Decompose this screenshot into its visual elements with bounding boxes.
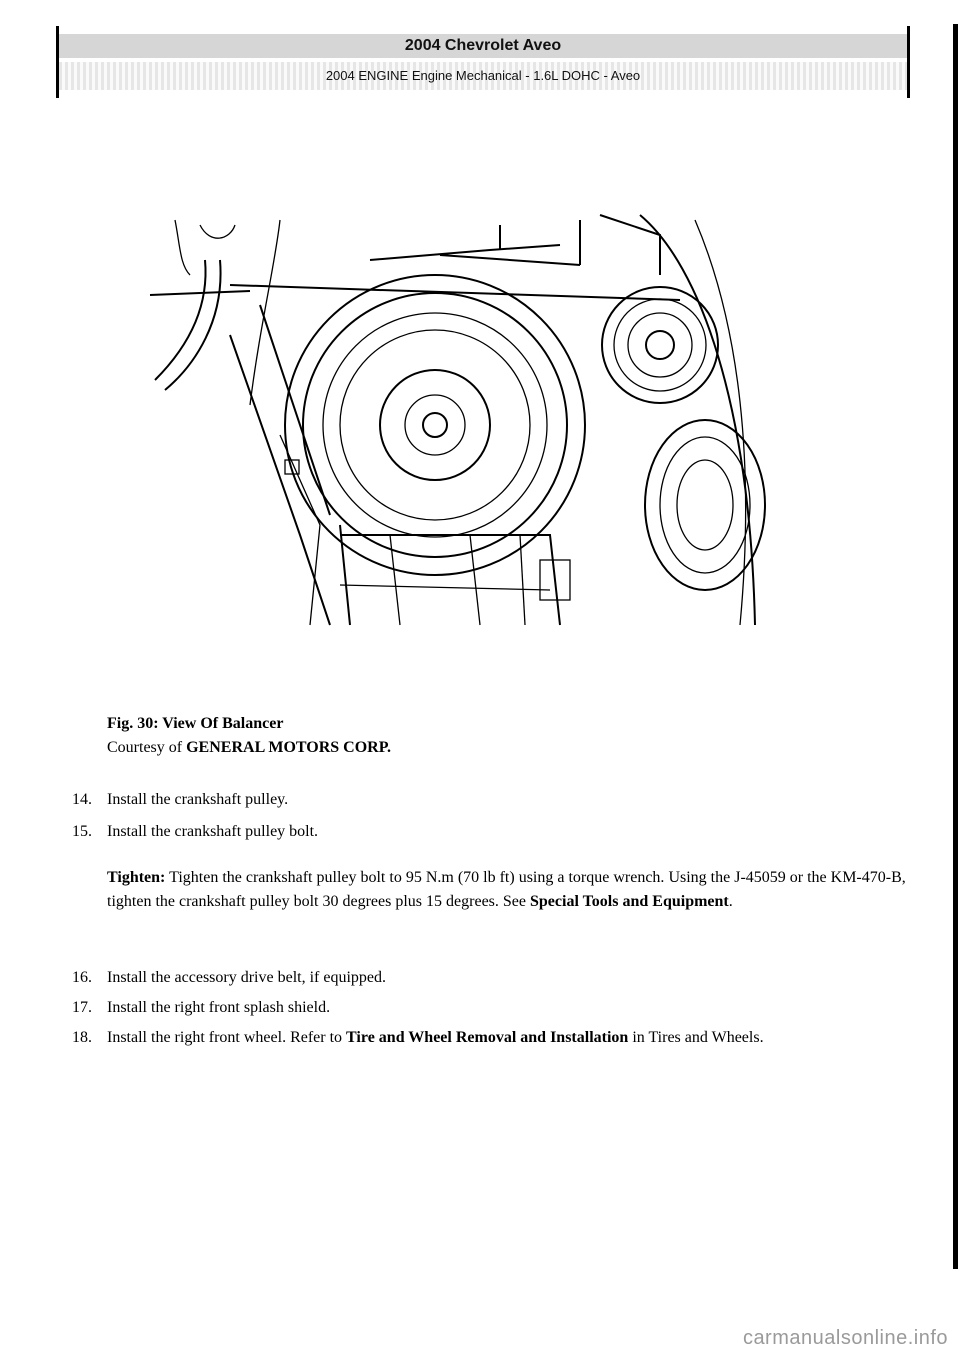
step-18-text-after: in Tires and Wheels. — [632, 1029, 764, 1046]
step-number: 16. — [72, 969, 92, 986]
watermark: carmanualsonline.info — [742, 1327, 948, 1349]
step-number: 14. — [72, 791, 92, 808]
figure-caption — [107, 712, 391, 760]
special-tools-link[interactable]: Special Tools and Equipment — [530, 893, 729, 910]
step-text: Install the right front splash shield. — [107, 999, 331, 1016]
tighten-note — [107, 866, 907, 914]
balancer-illustration — [140, 205, 770, 635]
document-header — [56, 26, 910, 98]
vehicle-title: 2004 Chevrolet Aveo — [59, 34, 907, 58]
manual-section-title: 2004 ENGINE Engine Mechanical - 1.6L DOHC - Aveo — [59, 62, 907, 90]
page-edge-rule — [953, 24, 958, 1269]
step-text: Install the crankshaft pulley bolt. — [107, 823, 319, 840]
courtesy-org: GENERAL MOTORS CORP. — [186, 739, 392, 756]
tighten-text-2: Using the J-45059 or the KM-470-B, tighten the crankshaft pulley bolt 30 degrees plus 15 degrees. See — [107, 869, 906, 910]
tire-wheel-link[interactable]: Tire and Wheel Removal and Installation — [346, 1029, 629, 1046]
step-text — [107, 1026, 877, 1050]
tighten-text-3: . — [728, 893, 733, 910]
courtesy-prefix: Courtesy of — [107, 739, 183, 756]
step-text: Install the accessory drive belt, if equipped. — [107, 969, 387, 986]
figure-courtesy — [107, 736, 391, 760]
step-number: 17. — [72, 999, 92, 1016]
tighten-text-1: Tighten the crankshaft pulley bolt to 95 N.m (70 lb ft) using a torque wrench. — [169, 869, 665, 886]
figure-title: Fig. 30: View Of Balancer — [107, 715, 284, 732]
step-text: Install the crankshaft pulley. — [107, 791, 289, 808]
step-number: 18. — [72, 1029, 92, 1046]
step-18-text-before: Install the right front wheel. Refer to — [107, 1029, 343, 1046]
tighten-label: Tighten: — [107, 869, 166, 886]
step-number: 15. — [72, 823, 92, 840]
